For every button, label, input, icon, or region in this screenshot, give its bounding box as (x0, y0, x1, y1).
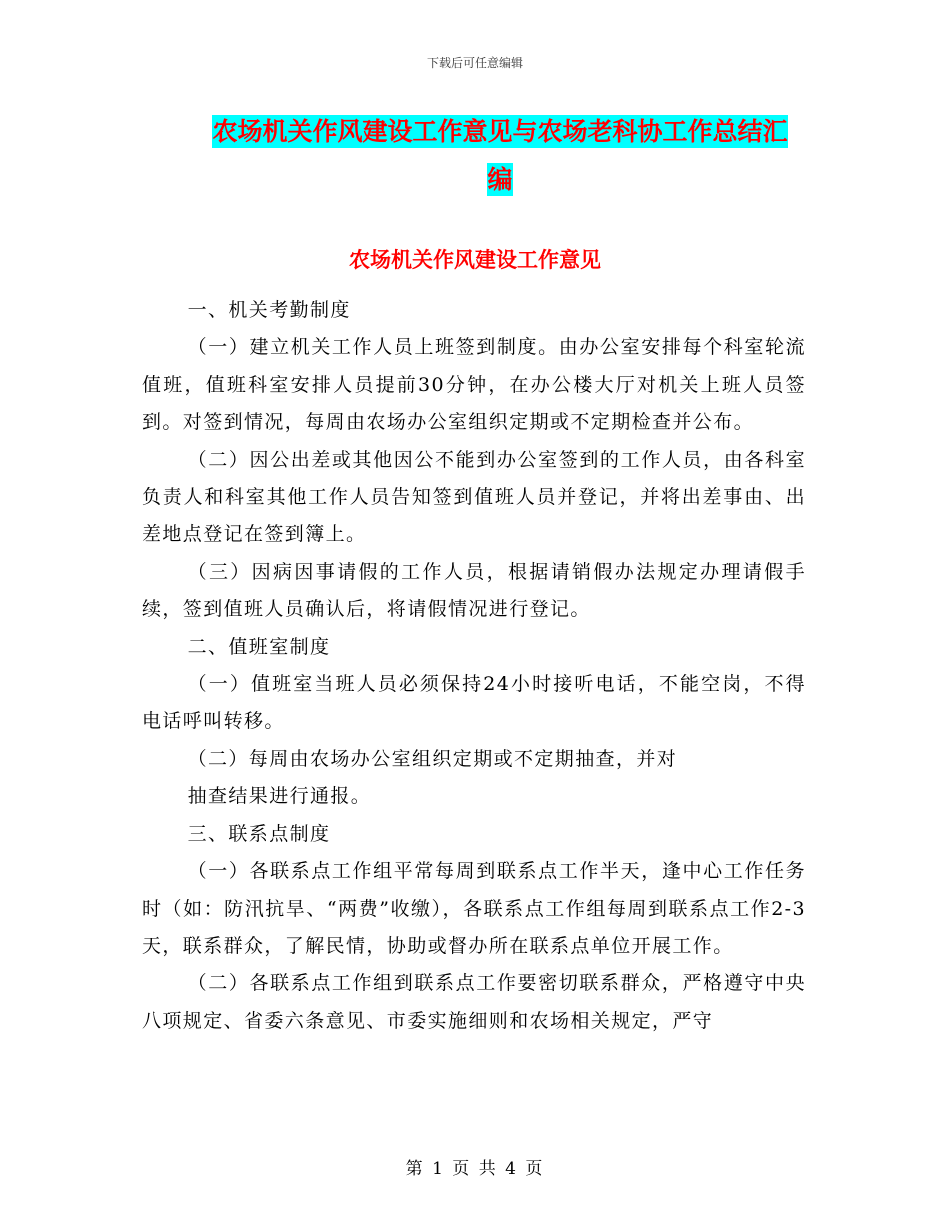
section-title: 农场机关作风建设工作意见 (349, 248, 601, 272)
paragraph: （二）每周由农场办公室组织定期或不定期抽查，并对 (187, 747, 678, 770)
document-title-line-1: 农场机关作风建设工作意见与农场老科协工作总结汇 (212, 117, 788, 146)
paragraph: （一）各联系点工作组平常每周到联系点工作半天，逢中心工作任务时（如：防汛抗旱、“两费”收缴），各联系点工作组每周到联系点工作2-3天，联系群众，了解民情，协助或督办所在联系点单位开展工作。 (142, 860, 806, 957)
paragraph: （一）值班室当班人员必须保持24小时接听电话，不能空岗，不得电话呼叫转移。 (142, 673, 806, 733)
paragraph: （一）建立机关工作人员上班签到制度。由办公室安排每个科室轮流值班，值班科室安排人员提前30分钟，在办公楼大厅对机关上班人员签到。对签到情况，每周由农场办公室组织定期或不定期检查并公布。 (142, 336, 806, 434)
heading-duty-room: 二、值班室制度 (187, 635, 331, 658)
document-title-line-2: 编 (487, 165, 513, 194)
header-note: 下载后可任意编辑 (426, 56, 523, 70)
document-body (142, 292, 806, 1040)
paragraph: 抽查结果进行通报。 (187, 785, 372, 808)
paragraph: （三）因病因事请假的工作人员，根据请销假办法规定办理请假手续，签到值班人员确认后，将请假情况进行登记。 (142, 560, 806, 621)
document-title (190, 108, 810, 204)
paragraph: （二）各联系点工作组到联系点工作要密切联系群众，严格遵守中央八项规定、省委六条意见、市委实施细则和农场相关规定，严守 (142, 972, 806, 1032)
heading-attendance: 一、机关考勤制度 (187, 299, 351, 321)
heading-contact-point: 三、联系点制度 (187, 822, 331, 845)
paragraph: （二）因公出差或其他因公不能到办公室签到的工作人员，由各科室负责人和科室其他工作人员告知签到值班人员并登记，并将出差事由、出差地点登记在签到簿上。 (142, 448, 806, 546)
page-number-footer: 第 1 页 共 4 页 (405, 1159, 545, 1179)
